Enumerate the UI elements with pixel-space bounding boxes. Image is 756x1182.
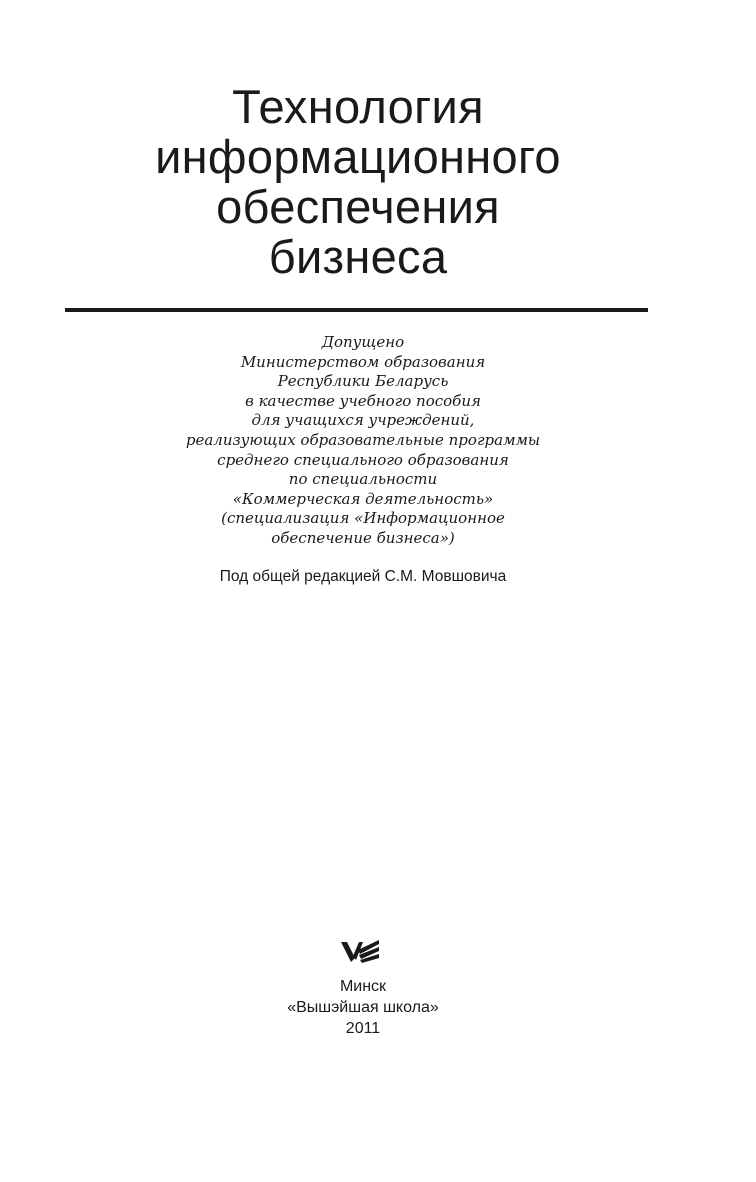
approval-line: «Коммерческая деятельность» <box>232 489 494 508</box>
approval-line: среднего специального образования <box>217 450 509 469</box>
publisher-city: Минск <box>339 978 387 995</box>
publisher-name: «Вышэйшая школа» <box>287 999 439 1016</box>
approval-line: Допущено <box>321 333 405 351</box>
title-line: информационного <box>155 130 561 183</box>
title-line: Технология <box>232 80 484 133</box>
title-divider <box>65 308 648 312</box>
approval-line: Республики Беларусь <box>277 372 449 391</box>
imprint <box>0 976 726 1039</box>
approval-line: реализующих образовательные программы <box>185 430 541 449</box>
approval-line: обеспечение бизнеса») <box>271 528 455 547</box>
title-line: бизнеса <box>268 230 448 283</box>
approval-line: для учащихся учреждений, <box>251 411 475 430</box>
approval-statement <box>0 333 726 549</box>
approval-line: в качестве учебного пособия <box>245 391 481 410</box>
approval-line: Министерством образования <box>240 352 486 371</box>
book-title <box>0 82 716 282</box>
publication-year: 2011 <box>345 1020 381 1037</box>
approval-line: (специализация «Информационное <box>221 509 505 528</box>
approval-line: по специальности <box>288 470 438 489</box>
editor-credit: Под общей редакцией С.М. Мовшовича <box>219 568 507 585</box>
title-line: обеспечения <box>216 180 500 233</box>
publisher-logo-icon <box>339 938 381 964</box>
